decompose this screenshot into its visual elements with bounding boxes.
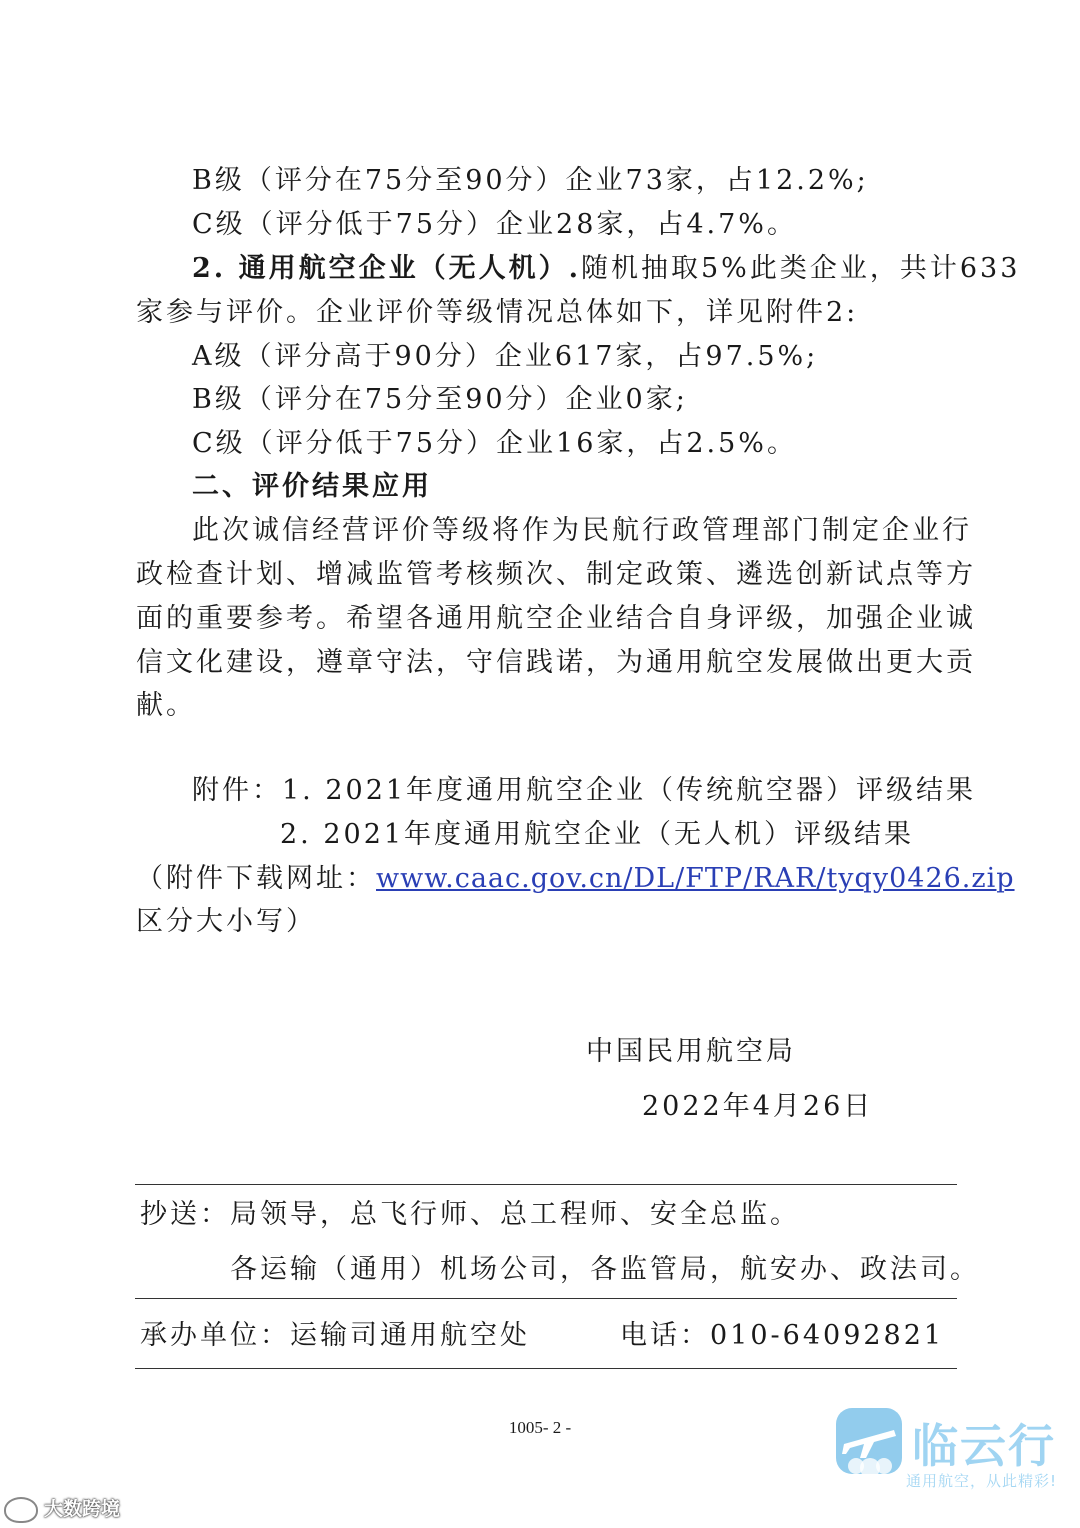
download-note: 区分大小写） — [136, 906, 316, 937]
issuing-org: 中国民用航空局 — [586, 1036, 796, 1067]
uav-section-line — [192, 255, 1020, 282]
footer-rule-middle — [135, 1298, 957, 1299]
watermark-left-text: 大数跨境 — [44, 1498, 121, 1520]
download-label: （附件下载网址： — [136, 863, 376, 894]
uav-section-text: 随机抽取5%此类企业，共计633 — [581, 253, 1021, 284]
watermark-left — [4, 1494, 120, 1523]
paragraph-line: 此次诚信经营评价等级将作为民航行政管理部门制定企业行 — [192, 515, 972, 546]
section-heading-application: 二、评价结果应用 — [192, 471, 432, 502]
paragraph-line: 政检查计划、增减监管考核频次、制定政策、遴选创新试点等方 — [136, 559, 976, 590]
footer-rule-top — [135, 1184, 957, 1185]
cc-line-2: 各运输（通用）机场公司，各监管局，航安办、政法司。 — [230, 1254, 980, 1285]
uav-section-heading: 2. 通用航空企业（无人机）. — [192, 253, 581, 284]
uav-section-text-cont: 家参与评价。企业评价等级情况总体如下，详见附件2: — [136, 297, 859, 328]
issue-date: 2022年4月26日 — [642, 1091, 874, 1122]
watermark-brand: 临云行 — [912, 1419, 1056, 1473]
attachment-1: 附件：1. 2021年度通用航空企业（传统航空器）评级结果 — [192, 775, 977, 806]
handler-unit: 承办单位：运输司通用航空处 — [140, 1320, 530, 1351]
contact-phone: 电话：010-64092821 — [620, 1320, 945, 1351]
download-line — [136, 865, 1015, 892]
paragraph-line: 面的重要参考。希望各通用航空企业结合自身评级，加强企业诚 — [136, 603, 976, 634]
paragraph-line: 信文化建设，遵章守法，守信践诺，为通用航空发展做出更大贡 — [136, 647, 976, 678]
page-number: 1005- 2 - — [508, 1418, 572, 1437]
weibo-icon — [4, 1497, 38, 1523]
download-link[interactable]: www.caac.gov.cn/DL/FTP/RAR/tyqy0426.zip — [376, 863, 1015, 894]
grade-a-uav: A级（评分高于90分）企业617家，占97.5%; — [192, 341, 819, 372]
grade-c-traditional: C级（评分低于75分）企业28家，占4.7%。 — [192, 209, 797, 240]
watermark-slogan: 通用航空，从此精彩! — [906, 1472, 1058, 1490]
attachment-2: 2. 2021年度通用航空企业（无人机）评级结果 — [280, 819, 915, 850]
watermark-right — [836, 1408, 1066, 1498]
footer-rule-bottom — [135, 1368, 957, 1369]
airplane-cloud-logo-icon — [836, 1408, 902, 1474]
grade-c-uav: C级（评分低于75分）企业16家，占2.5%。 — [192, 428, 797, 459]
cc-line-1: 抄送：局领导，总飞行师、总工程师、安全总监。 — [140, 1199, 800, 1230]
paragraph-line: 献。 — [136, 690, 196, 721]
grade-b-uav: B级（评分在75分至90分）企业0家; — [192, 384, 688, 415]
grade-b-traditional: B级（评分在75分至90分）企业73家，占12.2%; — [192, 165, 869, 196]
